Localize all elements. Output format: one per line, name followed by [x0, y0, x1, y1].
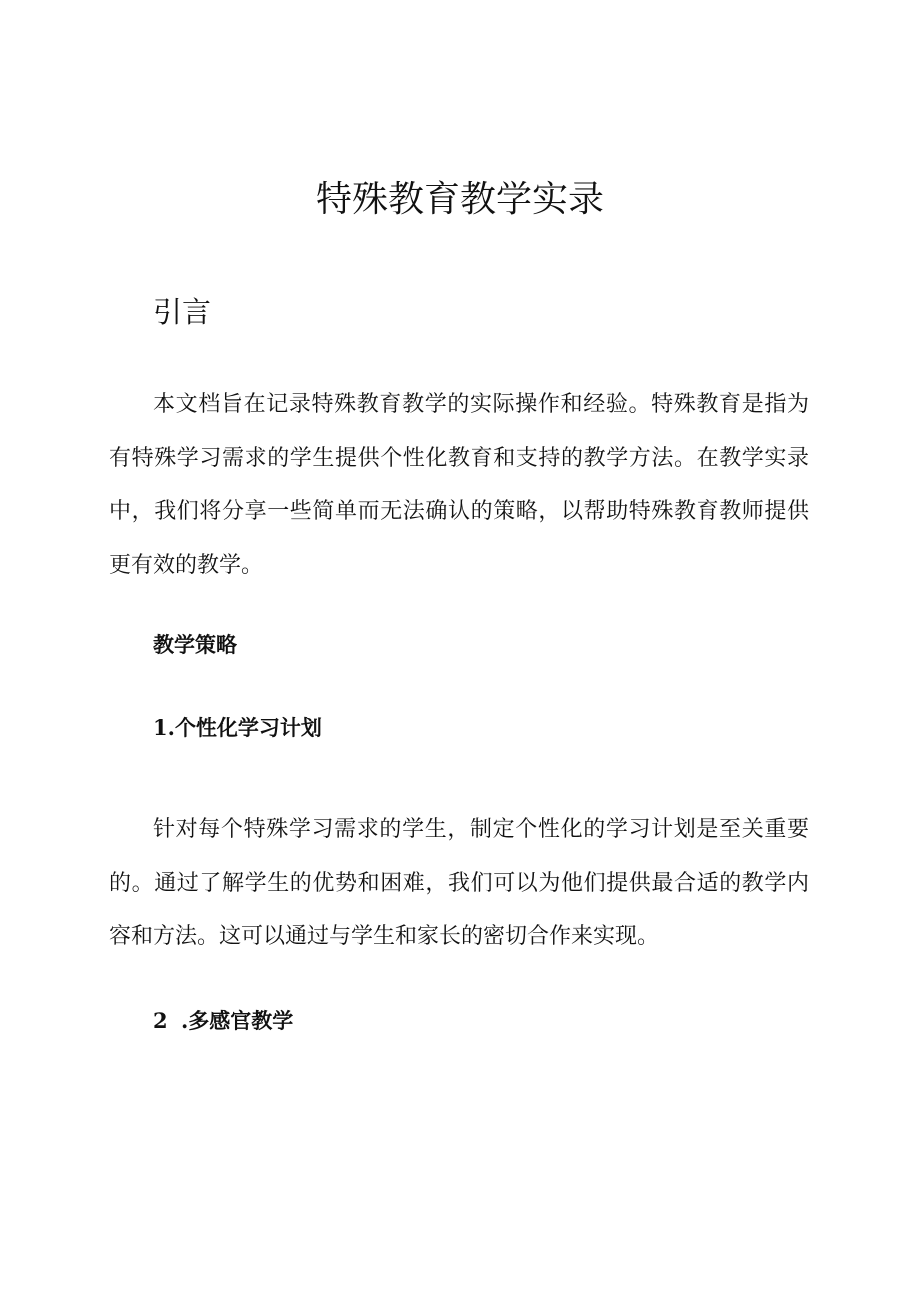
intro-heading: 引言 — [153, 295, 212, 329]
item1-heading — [153, 712, 322, 744]
item1-number: 1. — [153, 715, 175, 740]
item2-heading — [153, 1005, 293, 1037]
item2-number: 2 — [153, 1008, 168, 1033]
document-title: 特殊教育教学实录 — [315, 179, 604, 220]
item2-label: .多感官教学 — [181, 1008, 294, 1033]
item1-label: 个性化学习计划 — [174, 715, 322, 740]
strategy-heading: 教学策略 — [153, 632, 237, 657]
item1-paragraph: 针对每个特殊学习需求的学生，制定个性化的学习计划是至关重要的。通过了解学生的优势和困难，我们可以为他们提供最合适的教学内容和方法。这可以通过与学生和家长的密切合作来实现。 — [109, 817, 809, 949]
intro-paragraph: 本文档旨在记录特殊教育教学的实际操作和经验。特殊教育是指为有特殊学习需求的学生提供个性化教育和支持的教学方法。在教学实录中，我们将分享一些简单而无法确认的策略，以帮助特殊教育教师提供更有效的教学。 — [109, 392, 809, 578]
